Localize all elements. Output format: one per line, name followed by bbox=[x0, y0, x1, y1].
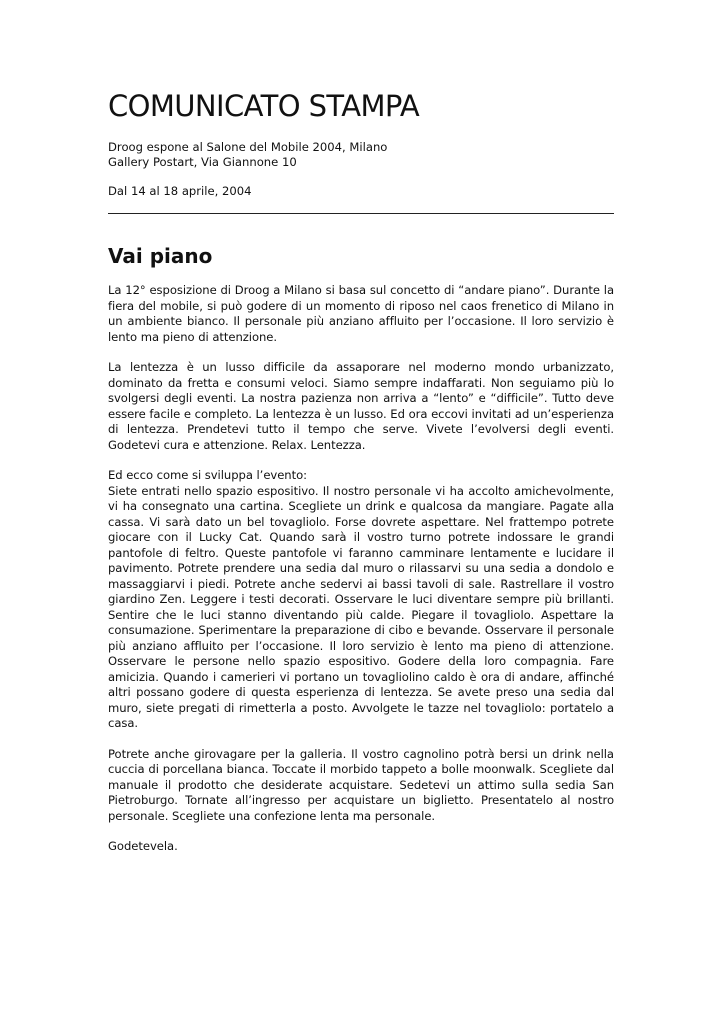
horizontal-divider bbox=[108, 213, 614, 214]
paragraph-intro: La 12° esposizione di Droog a Milano si basa sul concetto di “andare piano”. Durante la fiera del mobile, si può godere di un momento di riposo nel caos frenetico di Milano in un ambiente bianco. Il personale più anziano affluito per l’occasione. Il loro servizio è lento ma pieno di attenzione. bbox=[108, 283, 614, 344]
section-title: Vai piano bbox=[108, 244, 213, 268]
paragraph-evento: Ed ecco come si sviluppa l’evento: Siete entrati nello spazio espositivo. Il nostro personale vi ha accolto amichevolmente, vi ha consegnato una cartina. Scegliete un drink e qualcosa da mangiare. Pagate alla cassa. Vi sarà dato un bel tovagliolo. Forse dovrete aspettare. Nel frattempo potrete giocare con il Lucky Cat. Quando sarà il vostro turno potrete indossare le grandi pantofole di feltro. Queste pantofole vi faranno camminare lentamente e lucidare il pavimento. Potrete prendere una sedia dal muro o rilassarvi su una sedia a dondolo e massaggiarvi i piedi. Potrete anche sedervi ai bassi tavoli di sale. Rastrellare il vostro giardino Zen. Leggere i testi decorati. Osservare le luci diventare sempre più brillanti. Sentire che le luci stanno diventando più calde. Piegare il tovagliolo. Aspettare la consumazione. Sperimentare la preparazione di cibo e bevande. Osservare il personale più anziano affluito per l’occasione. Il loro servizio è lento ma pieno di attenzione. Osservare le persone nello spazio espositivo. Godere della loro compagnia. Fare amicizia. Quando i camerieri vi portano un tovagliolino caldo è ora di andare, affinché altri possano godere di questa esperienza di lentezza. Se avete preso una sedia dal muro, siete pregati di rimetterla a posto. Avvolgete le tazze nel tovagliolo: portatelo a casa. bbox=[108, 468, 614, 730]
paragraph-lentezza: La lentezza è un lusso difficile da assaporare nel moderno mondo urbanizzato, dominato da fretta e consumi veloci. Siamo sempre indaffarati. Non seguiamo più lo svolgersi degli eventi. La nostra pazienza non arriva a “lento” e “difficile”. Tutto deve essere facile e completo. La lentezza è un lusso. Ed ora eccovi invitati ad un’esperienza di lentezza. Prendetevi tutto il tempo che serve. Vivete l’evolversi degli eventi. Godetevi cura e attenzione. Relax. Lentezza. bbox=[108, 360, 614, 452]
document-title: COMUNICATO STAMPA bbox=[108, 89, 420, 123]
paragraph-closing: Godetevela. bbox=[108, 839, 178, 853]
document-body bbox=[108, 283, 614, 855]
event-venue-line: Droog espone al Salone del Mobile 2004, Milano bbox=[108, 140, 388, 154]
paragraph-galleria: Potrete anche girovagare per la galleria. Il vostro cagnolino potrà bersi un drink nella cuccia di porcellana bianca. Toccate il morbido tappeto a bolle moonwalk. Scegliete dal manuale il prodotto che desiderate acquistare. Sedetevi un attimo sulla sedia San Pietroburgo. Tornate all’ingresso per acquistare un biglietto. Presentatelo al nostro personale. Scegliete una confezione lenta ma personale. bbox=[108, 746, 614, 823]
event-address-line: Gallery Postart, Via Giannone 10 bbox=[108, 155, 297, 169]
press-release-page bbox=[108, 88, 614, 870]
event-info bbox=[108, 140, 614, 170]
event-dates: Dal 14 al 18 aprile, 2004 bbox=[108, 184, 252, 198]
